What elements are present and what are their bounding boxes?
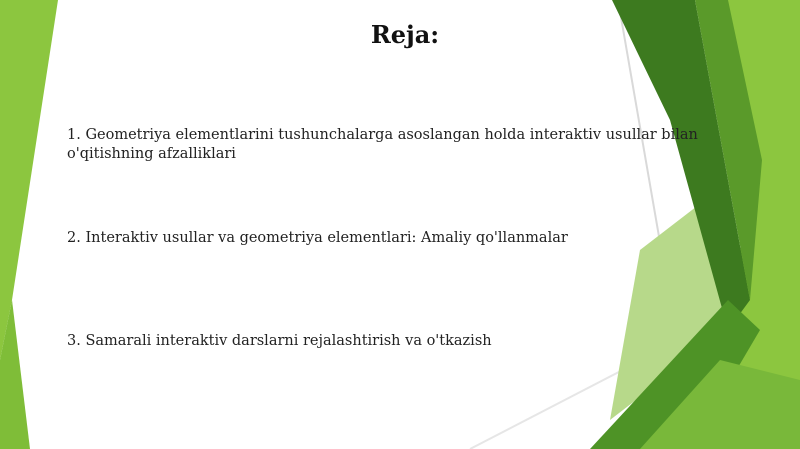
list-item-line: 1. Geometriya elementlarini tushunchalarga asoslangan holda interaktiv usullar bilan: [67, 127, 698, 143]
list-item-line: 2. Interaktiv usullar va geometriya elementlari: Amaliy qo'llanmalar: [67, 230, 568, 246]
list-item: [67, 332, 627, 351]
left-green-strip: [0, 0, 58, 360]
slide-title: Reja:: [370, 20, 440, 49]
list-item-line: o'qitishning afzalliklari: [67, 146, 236, 162]
list-item: [67, 229, 627, 248]
list-item-line: 3. Samarali interaktiv darslarni rejalashtirish va o'tkazish: [67, 333, 492, 349]
list-item: [67, 126, 707, 164]
